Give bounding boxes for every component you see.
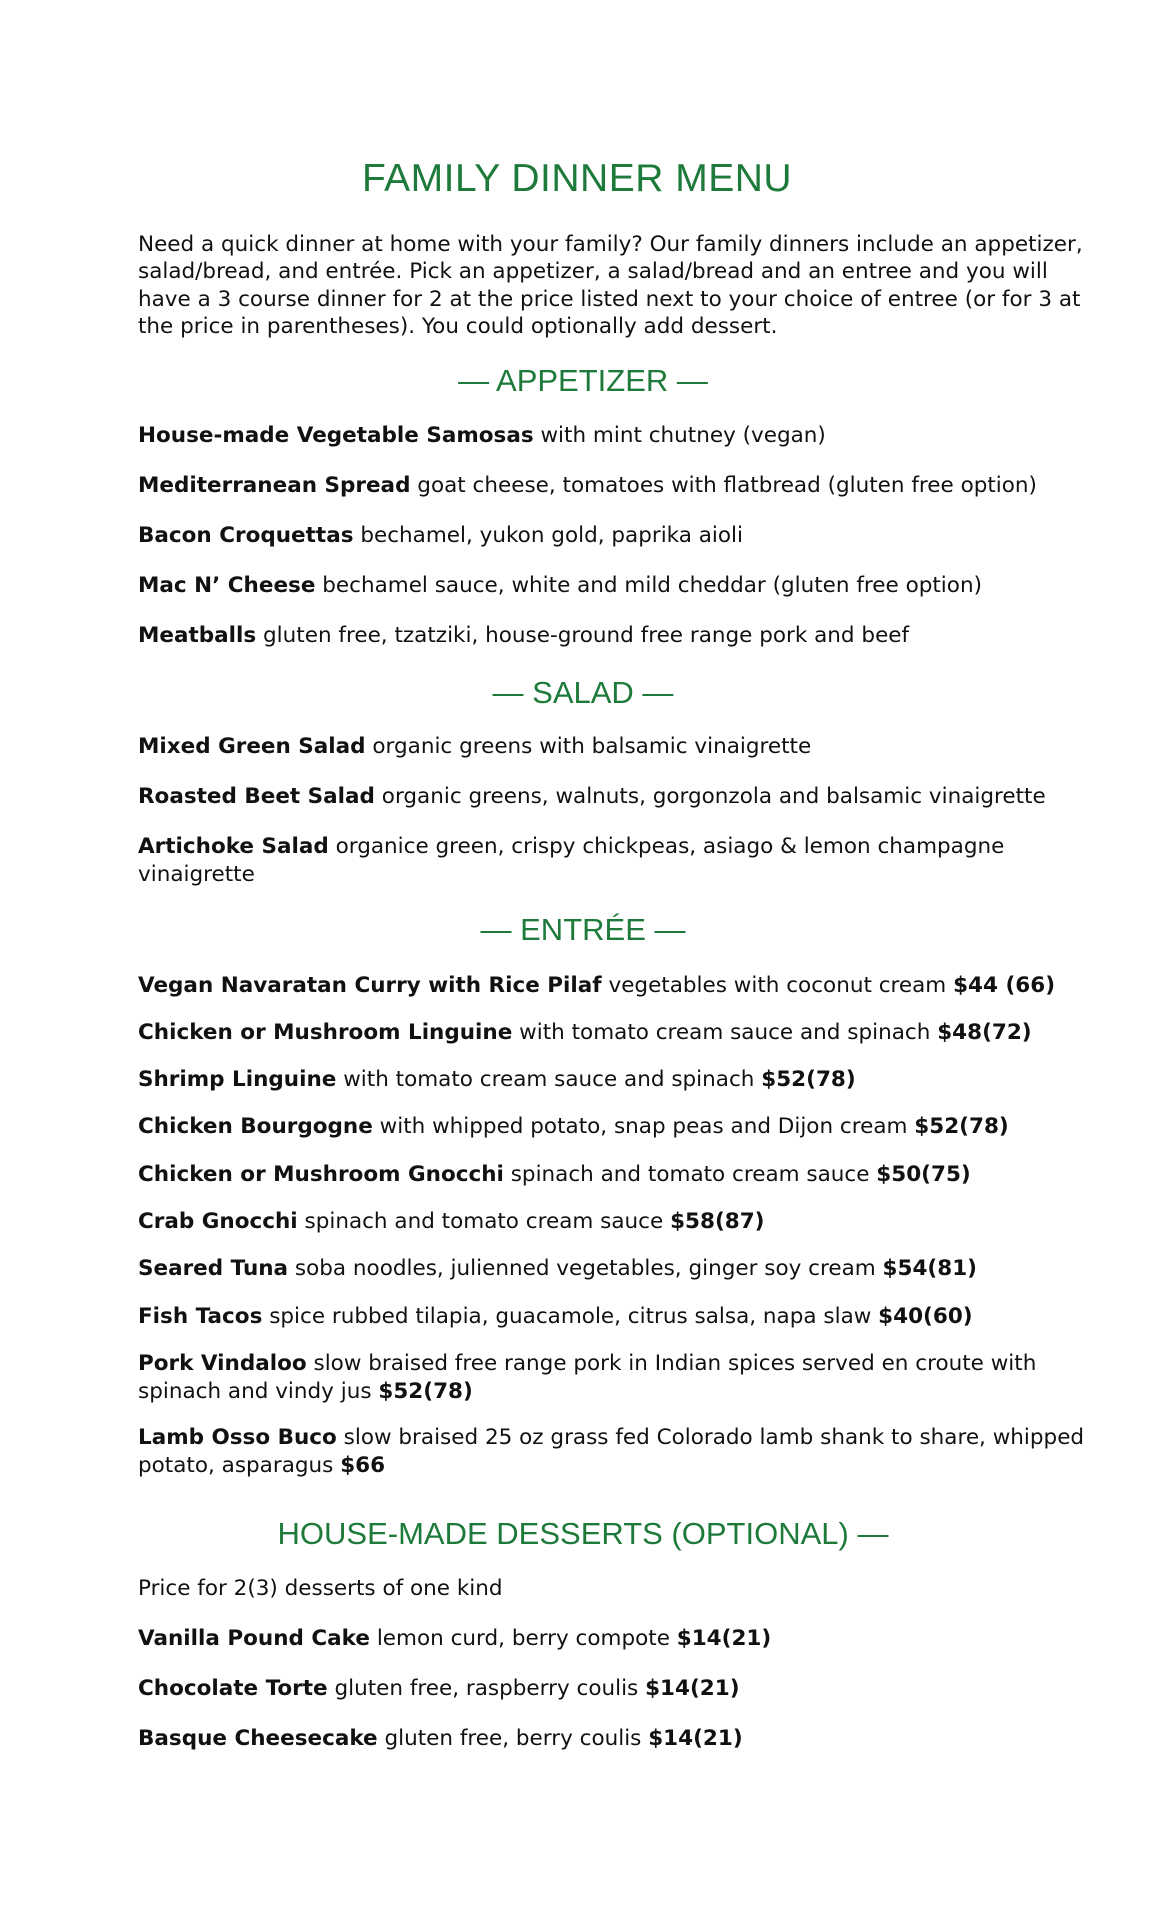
- menu-item: [138, 1303, 1098, 1331]
- menu-item: [138, 1625, 1098, 1653]
- item-price: $44 (66): [953, 973, 1056, 998]
- item-price: $52(78): [761, 1067, 856, 1092]
- menu-item: [138, 783, 1098, 811]
- item-description: organic greens, walnuts, gorgonzola and balsamic vinaigrette: [374, 784, 1046, 809]
- menu-item: [138, 1424, 1098, 1480]
- menu-item: [138, 1019, 1098, 1047]
- item-name: Lamb Osso Buco: [138, 1425, 337, 1450]
- menu-item: [138, 572, 1098, 600]
- item-description: with mint chutney (vegan): [533, 423, 826, 448]
- item-name: Mediterranean Spread: [138, 473, 411, 498]
- item-name: Chocolate Torte: [138, 1676, 328, 1701]
- appetizer-heading: — APPETIZER —: [458, 363, 708, 398]
- desserts-note: Price for 2(3) desserts of one kind: [138, 1576, 503, 1601]
- item-description: bechamel, yukon gold, paprika aioli: [353, 523, 743, 548]
- item-price: $66: [340, 1453, 386, 1478]
- item-description: soba noodles, julienned vegetables, ginger soy cream: [288, 1256, 883, 1281]
- item-price: $40(60): [878, 1304, 973, 1329]
- item-name: Chicken Bourgogne: [138, 1114, 373, 1139]
- salad-heading: — SALAD —: [492, 675, 674, 710]
- item-description: gluten free, raspberry coulis: [327, 1676, 646, 1701]
- item-name: Bacon Croquettas: [138, 523, 354, 548]
- item-description: slow braised free range pork in Indian spices served en croute with spinach and vindy jus: [138, 1351, 1037, 1404]
- item-price: $14(21): [676, 1626, 772, 1651]
- menu-item: [138, 1255, 1098, 1283]
- item-name: Artichoke Salad: [138, 834, 329, 859]
- item-description: spice rubbed tilapia, guacamole, citrus salsa, napa slaw: [262, 1304, 879, 1329]
- item-price: $14(21): [645, 1676, 740, 1701]
- intro-paragraph: Need a quick dinner at home with your family? Our family dinners include an appetizer, salad/bread, and entrée. Pick an appetizer, a salad/bread and an entree and you will have a 3 course dinner for 2 at the price listed next to your choice of entree (or for 3 at the price in parentheses). You could optionally add dessert.: [138, 232, 1083, 340]
- item-description: gluten free, berry coulis: [377, 1726, 649, 1751]
- menu-item: [138, 733, 1098, 761]
- item-description: goat cheese, tomatoes with flatbread (gluten free option): [410, 473, 1037, 498]
- item-description: with tomato cream sauce and spinach: [512, 1020, 938, 1045]
- menu-item: [138, 422, 1098, 450]
- item-name: Shrimp Linguine: [138, 1067, 337, 1092]
- menu-item: [138, 472, 1098, 500]
- item-description: organice green, crispy chickpeas, asiago & lemon champagne vinaigrette: [138, 834, 1005, 887]
- item-description: vegetables with coconut cream: [601, 973, 954, 998]
- desserts-heading: HOUSE-MADE DESSERTS (OPTIONAL) —: [277, 1516, 889, 1551]
- menu-item: [138, 1725, 1098, 1753]
- item-description: with whipped potato, snap peas and Dijon cream: [372, 1114, 915, 1139]
- menu-title: FAMILY DINNER MENU: [361, 157, 793, 200]
- item-name: Seared Tuna: [138, 1256, 289, 1281]
- item-name: Mixed Green Salad: [138, 734, 366, 759]
- item-price: $48(72): [937, 1020, 1032, 1045]
- item-price: $58(87): [670, 1209, 765, 1234]
- item-price: $54(81): [882, 1256, 977, 1281]
- menu-item: [138, 833, 1098, 889]
- item-price: $14(21): [648, 1726, 743, 1751]
- item-description: with tomato cream sauce and spinach: [336, 1067, 762, 1092]
- item-description: lemon curd, berry compote: [370, 1626, 677, 1651]
- item-name: Vegan Navaratan Curry with Rice Pilaf: [138, 973, 602, 998]
- item-name: Mac N’ Cheese: [138, 573, 316, 598]
- menu-item: [138, 522, 1098, 550]
- entree-heading: — ENTRÉE —: [480, 912, 686, 947]
- menu-item: [138, 972, 1098, 1000]
- item-price: $52(78): [914, 1114, 1009, 1139]
- item-name: House-made Vegetable Samosas: [138, 423, 534, 448]
- item-price: $50(75): [876, 1162, 971, 1187]
- item-description: spinach and tomato cream sauce: [503, 1162, 877, 1187]
- item-description: organic greens with balsamic vinaigrette: [365, 734, 812, 759]
- menu-item: [138, 1113, 1098, 1141]
- item-name: Crab Gnocchi: [138, 1209, 298, 1234]
- item-description: gluten free, tzatziki, house-ground free range pork and beef: [256, 623, 910, 648]
- menu-item: [138, 1350, 1098, 1406]
- item-description: bechamel sauce, white and mild cheddar (gluten free option): [315, 573, 982, 598]
- menu-item: [138, 1066, 1098, 1094]
- item-description: slow braised 25 oz grass fed Colorado lamb shank to share, whipped potato, asparagus: [138, 1425, 1085, 1478]
- menu-item: [138, 622, 1098, 650]
- item-name: Fish Tacos: [138, 1304, 263, 1329]
- item-description: spinach and tomato cream sauce: [297, 1209, 671, 1234]
- menu-item: [138, 1161, 1098, 1189]
- item-name: Meatballs: [138, 623, 257, 648]
- item-name: Chicken or Mushroom Gnocchi: [138, 1162, 504, 1187]
- menu-item: [138, 1208, 1098, 1236]
- item-name: Vanilla Pound Cake: [138, 1626, 370, 1651]
- item-name: Chicken or Mushroom Linguine: [138, 1020, 513, 1045]
- item-name: Pork Vindaloo: [138, 1351, 307, 1376]
- menu-item: [138, 1675, 1098, 1703]
- item-price: $52(78): [378, 1379, 473, 1404]
- item-name: Roasted Beet Salad: [138, 784, 375, 809]
- item-name: Basque Cheesecake: [138, 1726, 378, 1751]
